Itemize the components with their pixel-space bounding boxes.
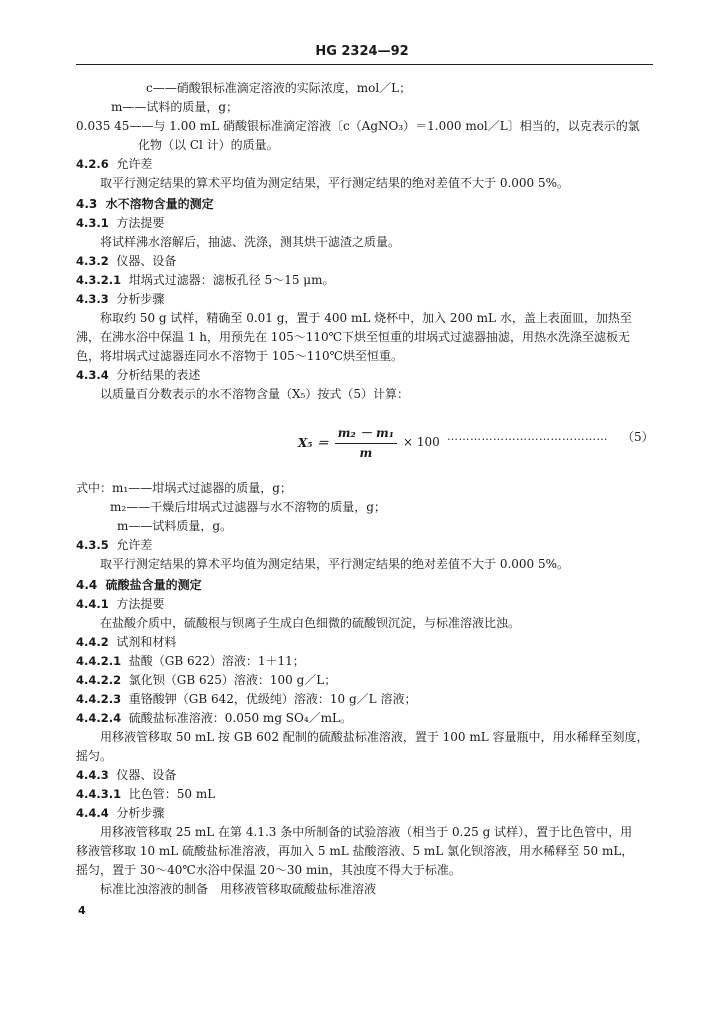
definition-m: m——试料的质量，g； (111, 100, 239, 114)
section-number: 4.3.2.1 (76, 273, 122, 287)
page-number: 4 (78, 904, 86, 917)
section-4-4-2-1 (76, 653, 305, 669)
section-number: 4.3 (76, 197, 98, 211)
section-number: 4.3.4 (76, 368, 109, 382)
paragraph: 以质量百分数表示的水不溶物含量（X₅）按式（5）计算： (100, 387, 409, 401)
section-4-4-2-3 (76, 691, 416, 707)
formula-denominator: m (359, 446, 373, 460)
section-number: 4.4.2.1 (76, 654, 122, 668)
paragraph: 标准比浊溶液的制备 用移液管移取硫酸盐标准溶液 (100, 882, 377, 896)
section-4-2-6 (76, 156, 152, 172)
section-4-3-2-1 (76, 272, 334, 288)
section-title: 方法提要 (116, 597, 165, 611)
section-4-4-3-1 (76, 786, 215, 802)
section-4-4-3 (76, 767, 176, 783)
paragraph: 称取约 50 g 试样，精确至 0.01 g，置于 400 mL 烧杯中，加入 200 mL 水，盖上表面皿，加热至 (100, 311, 632, 325)
paragraph: 用移液管移取 25 mL 在第 4.1.3 条中所制备的试验溶液（相当于 0.25 g 试样），置于比色管中，用 (100, 825, 633, 839)
formula-number: （5） (622, 430, 654, 444)
paragraph: 取平行测定结果的算术平均值为测定结果，平行测定结果的绝对差值不大于 0.000 5%。 (100, 557, 570, 571)
formula-5 (298, 424, 440, 460)
section-number: 4.4.2 (76, 635, 109, 649)
section-4-3-2 (76, 253, 176, 269)
section-title: 试剂和材料 (116, 635, 177, 649)
section-number: 4.4.2.3 (76, 692, 122, 706)
section-4-3-5 (76, 537, 152, 553)
section-text: 硫酸盐标准溶液：0.050 mg SO₄／mL。 (128, 711, 353, 725)
section-text: 重铬酸钾（GB 642，优级纯）溶液：10 g／L 溶液； (128, 692, 417, 706)
paragraph: 将试样沸水溶解后，抽滤、洗涤，测其烘干滤渣之质量。 (100, 235, 401, 249)
section-text: 盐酸（GB 622）溶液：1＋11； (128, 654, 305, 668)
section-number: 4.4.3 (76, 768, 109, 782)
paragraph: 摇匀，置于 30～40℃水浴中保温 20～30 min，其浊度不得大于标准。 (76, 863, 461, 877)
section-text: 氯化钡（GB 625）溶液：100 g／L； (128, 673, 337, 687)
section-number: 4.4.3.1 (76, 787, 122, 801)
section-title: 硫酸盐含量的测定 (105, 578, 202, 592)
section-4-3-1 (76, 215, 164, 231)
section-number: 4.4 (76, 578, 98, 592)
formula-fraction (335, 424, 397, 460)
where-m2: m₂——干燥后坩埚式过滤器与水不溶物的质量，g； (110, 500, 386, 514)
section-4-3-4 (76, 367, 200, 383)
section-number: 4.4.1 (76, 597, 109, 611)
section-text: 比色管：50 mL (128, 787, 216, 801)
definition-constant: 0.035 45——与 1.00 mL 硝酸银标准滴定溶液〔c（AgNO₃）＝1.000 mol／L〕相当的，以克表示的氯 (76, 119, 640, 133)
paragraph: 摇匀。 (76, 749, 113, 763)
paragraph: 取平行测定结果的算术平均值为测定结果，平行测定结果的绝对差值不大于 0.000 5%。 (100, 176, 570, 190)
section-number: 4.4.2.2 (76, 673, 122, 687)
section-4-4-2-4 (76, 710, 352, 726)
formula-lhs: X₅ ＝ (298, 435, 329, 450)
section-4-4-1 (76, 596, 164, 612)
paragraph: 移液管移取 10 mL 硫酸盐标准溶液，再加入 5 mL 盐酸溶液、5 mL 氯化钡溶液，用水稀释至 50 mL， (76, 844, 634, 858)
section-number: 4.3.2 (76, 254, 109, 268)
section-number: 4.3.5 (76, 538, 109, 552)
section-number: 4.3.3 (76, 292, 109, 306)
formula-numerator: m₂ － m₁ (335, 424, 397, 444)
section-4-4-4 (76, 805, 164, 821)
section-title: 分析步骤 (116, 292, 165, 306)
document-code-header: HG 2324—92 (315, 44, 409, 59)
paragraph: 在盐酸介质中，硫酸根与钡离子生成白色细微的硫酸钡沉淀，与标准溶液比浊。 (100, 616, 521, 630)
section-4-4 (76, 577, 202, 593)
formula-leader-dots: …………………………………… (447, 430, 608, 443)
section-title: 方法提要 (116, 216, 165, 230)
section-title: 分析步骤 (116, 806, 165, 820)
section-number: 4.4.2.4 (76, 711, 122, 725)
section-number: 4.2.6 (76, 157, 109, 171)
section-title: 允许差 (116, 538, 153, 552)
section-number: 4.3.1 (76, 216, 109, 230)
section-4-3 (76, 196, 214, 212)
section-4-4-2-2 (76, 672, 336, 688)
section-text: 坩埚式过滤器：滤板孔径 5～15 μm。 (128, 273, 335, 287)
section-title: 分析结果的表述 (116, 368, 201, 382)
where-m1: 式中：m₁——坩埚式过滤器的质量，g； (76, 481, 292, 495)
paragraph: 用移液管移取 50 mL 按 GB 602 配制的硫酸盐标准溶液，置于 100 mL 容量瓶中，用水稀释至刻度， (100, 730, 649, 744)
section-number: 4.4.4 (76, 806, 109, 820)
formula-multiplier: × 100 (403, 435, 440, 449)
paragraph: 沸，在沸水浴中保温 1 h，用预先在 105～110℃下烘至恒重的坩埚式过滤器抽滤，用热水洗涤至滤板无 (76, 330, 631, 344)
section-4-4-2 (76, 634, 176, 650)
header-rule (76, 64, 653, 65)
section-4-3-3 (76, 291, 164, 307)
section-title: 允许差 (116, 157, 153, 171)
section-title: 仪器、设备 (116, 768, 177, 782)
where-m: m——试料质量，g。 (117, 519, 233, 533)
definition-c: c——硝酸银标准滴定溶液的实际浓度，mol／L； (146, 81, 412, 95)
section-title: 仪器、设备 (116, 254, 177, 268)
section-title: 水不溶物含量的测定 (105, 197, 214, 211)
paragraph: 色，将坩埚式过滤器连同水不溶物于 105～110℃烘至恒重。 (76, 349, 404, 363)
definition-constant-cont: 化物（以 Cl 计）的质量。 (138, 138, 279, 152)
